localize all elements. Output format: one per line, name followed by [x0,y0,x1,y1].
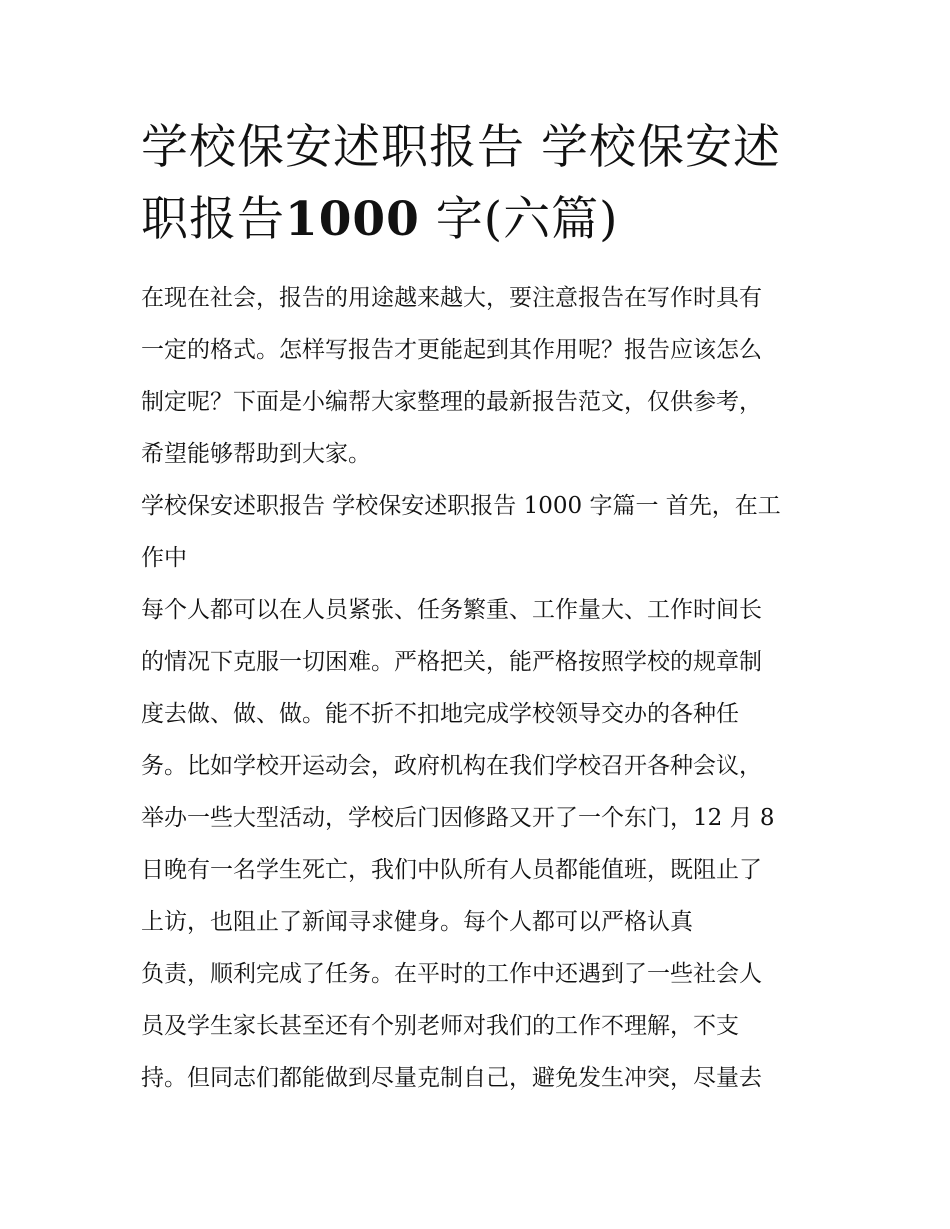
section-heading-line: 学校保安述职报告 学校保安述职报告 1000 字篇一 首先，在工 [141,493,781,519]
body-line: 员及学生家长甚至还有个别老师对我们的工作不理解，不支 [141,1013,739,1039]
body-line: 每个人都可以在人员紧张、任务繁重、工作量大、工作时间长 [141,597,762,623]
document-body [141,112,811,1104]
intro-line: 一定的格式。怎样写报告才更能起到其作用呢？报告应该怎么 [141,337,762,363]
intro-line: 希望能够帮助到大家。 [141,441,371,467]
intro-paragraph [141,272,811,480]
intro-line: 制定呢？下面是小编帮大家整理的最新报告范文，仅供参考， [141,389,762,415]
intro-line: 在现在社会，报告的用途越来越大，要注意报告在写作时具有 [141,285,762,311]
title-text-part1: 学校保安述职报告 学校保安述职报告 [141,120,781,247]
section-heading-line: 作中 [141,545,187,571]
body-line: 的情况下克服一切困难。严格把关，能严格按照学校的规章制 [141,649,762,675]
body-line: 上访，也阻止了新闻寻求健身。每个人都可以严格认真 [141,909,693,935]
title-number: 1000 [285,192,420,247]
body-paragraph-2 [141,948,811,1104]
body-line: 务。比如学校开运动会，政府机构在我们学校召开各种会议， [141,753,762,779]
body-line: 持。但同志们都能做到尽量克制自己，避免发生冲突，尽量去 [141,1065,762,1091]
title-text-part2: 字(六篇) [435,192,619,247]
section-heading [141,480,811,584]
document-title [141,112,811,256]
body-line: 度去做、做、做。能不折不扣地完成学校领导交办的各种任 [141,701,739,727]
body-line: 日晚有一名学生死亡，我们中队所有人员都能值班，既阻止了 [141,857,762,883]
body-line: 负责，顺利完成了任务。在平时的工作中还遇到了一些社会人 [141,961,762,987]
body-line: 举办一些大型活动，学校后门因修路又开了一个东门，12 月 8 [141,805,775,831]
body-paragraph-1 [141,584,811,948]
